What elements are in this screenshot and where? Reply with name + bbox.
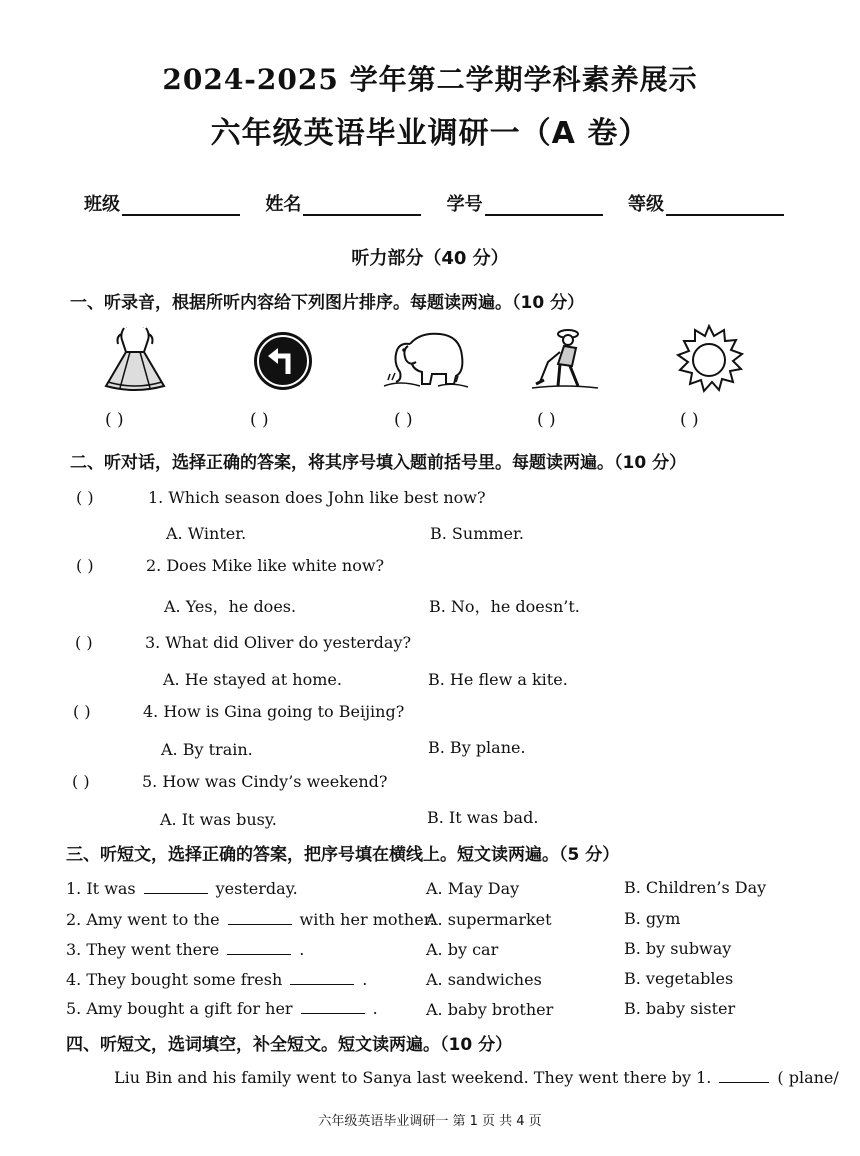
q3-option-a: A. He stayed at home. xyxy=(163,670,342,689)
section2-heading: 二、听对话，选择正确的答案，将其序号填入题前括号里。每题读两遍。（10 分） xyxy=(70,453,687,473)
s3-item3-post: . xyxy=(299,940,305,959)
s3-item2-blank[interactable] xyxy=(228,910,292,925)
s4-passage-hint: ( plane/ xyxy=(777,1068,839,1087)
section3-heading: 三、听短文，选择正确的答案，把序号填在横线上。短文读两遍。（5 分） xyxy=(66,845,620,865)
s3-item1 xyxy=(66,879,298,898)
s4-passage-text: Liu Bin and his family went to Sanya last weekend. They went there by 1. xyxy=(114,1068,712,1087)
s3-item2-option-a: A. supermarket xyxy=(426,910,552,929)
q2-answer-paren[interactable]: ( ) xyxy=(76,556,94,575)
q3-question: 3. What did Oliver do yesterday? xyxy=(145,633,412,652)
s3-item1-blank[interactable] xyxy=(144,879,208,894)
s3-item1-pre: 1. It was xyxy=(66,879,136,898)
name-blank[interactable] xyxy=(303,194,421,216)
student-info-row xyxy=(84,190,784,216)
dress-icon xyxy=(100,324,170,396)
s3-item5-option-a: A. baby brother xyxy=(426,1000,554,1019)
grade-label: 等级 xyxy=(627,194,664,215)
grade-field[interactable] xyxy=(628,190,784,216)
listening-section-title: 听力部分（40 分） xyxy=(351,248,509,269)
picture4-answer-paren[interactable]: ( ) xyxy=(537,410,556,430)
id-field[interactable] xyxy=(447,190,603,216)
q2-question: 2. Does Mike like white now? xyxy=(146,556,385,575)
name-field[interactable] xyxy=(265,190,421,216)
s3-item1-post: yesterday. xyxy=(215,879,298,898)
q3-option-b: B. He flew a kite. xyxy=(428,670,568,689)
s3-item2-option-b: B. gym xyxy=(624,909,681,928)
q2-option-a: A. Yes，he does. xyxy=(164,597,297,616)
q4-answer-paren[interactable]: ( ) xyxy=(73,702,91,721)
class-field[interactable] xyxy=(84,190,240,216)
grade-blank[interactable] xyxy=(666,194,784,216)
s3-item2-post: with her mother. xyxy=(299,910,435,929)
sun-icon xyxy=(674,324,744,394)
s3-item4-blank[interactable] xyxy=(290,970,354,985)
s3-item3-blank[interactable] xyxy=(227,940,291,955)
s4-blank1[interactable] xyxy=(719,1068,769,1083)
exam-title-line2: 六年级英语毕业调研一（A 卷） xyxy=(210,116,650,151)
s3-item5-pre: 5. Amy bought a gift for her xyxy=(66,999,293,1018)
picture2-answer-paren[interactable]: ( ) xyxy=(250,410,269,430)
name-label: 姓名 xyxy=(265,194,302,215)
s3-item3-option-a: A. by car xyxy=(426,940,499,959)
q5-option-b: B. It was bad. xyxy=(427,808,539,827)
s3-item3-pre: 3. They went there xyxy=(66,940,220,959)
q1-option-b: B. Summer. xyxy=(430,524,524,543)
s3-item4-post: . xyxy=(362,970,368,989)
picture1-answer-paren[interactable]: ( ) xyxy=(105,410,124,430)
class-blank[interactable] xyxy=(122,194,240,216)
id-label: 学号 xyxy=(446,194,483,215)
picture5-answer-paren[interactable]: ( ) xyxy=(680,410,699,430)
s3-item4-pre: 4. They bought some fresh xyxy=(66,970,283,989)
exam-title-line1: 2024-2025 学年第二学期学科素养展示 xyxy=(162,63,698,96)
picture3-answer-paren[interactable]: ( ) xyxy=(394,410,413,430)
s4-passage-line xyxy=(114,1068,839,1087)
s3-item5-option-b: B. baby sister xyxy=(624,999,736,1018)
section1-heading: 一、听录音，根据所听内容给下列图片排序。每题读两遍。（10 分） xyxy=(70,293,585,313)
q5-question: 5. How was Cindy’s weekend? xyxy=(142,772,388,791)
section4-heading: 四、听短文，选词填空，补全短文。短文读两遍。（10 分） xyxy=(66,1035,513,1055)
q2-option-b: B. No，he doesn’t. xyxy=(429,597,580,616)
s3-item3 xyxy=(66,940,304,959)
q5-answer-paren[interactable]: ( ) xyxy=(72,772,90,791)
s3-item5 xyxy=(66,999,378,1018)
turn-left-sign-icon xyxy=(252,330,314,392)
s3-item4-option-a: A. sandwiches xyxy=(426,970,542,989)
elephant-icon xyxy=(380,324,470,392)
q1-option-a: A. Winter. xyxy=(166,524,247,543)
q1-question: 1. Which season does John like best now? xyxy=(148,488,486,507)
class-label: 班级 xyxy=(84,194,120,215)
q5-option-a: A. It was busy. xyxy=(160,810,277,829)
q3-answer-paren[interactable]: ( ) xyxy=(75,633,93,652)
s3-item5-blank[interactable] xyxy=(301,999,365,1014)
q1-answer-paren[interactable]: ( ) xyxy=(76,488,94,507)
page-footer: 六年级英语毕业调研一 第 1 页 共 4 页 xyxy=(318,1114,542,1129)
q4-question: 4. How is Gina going to Beijing? xyxy=(143,702,405,721)
s3-item1-option-b: B. Children’s Day xyxy=(624,878,767,897)
s3-item2 xyxy=(66,910,435,929)
id-blank[interactable] xyxy=(485,194,603,216)
s3-item5-post: . xyxy=(372,999,378,1018)
s3-item3-option-b: B. by subway xyxy=(624,939,732,958)
s3-item1-option-a: A. May Day xyxy=(426,879,520,898)
q4-option-b: B. By plane. xyxy=(428,738,526,757)
q4-option-a: A. By train. xyxy=(161,740,253,759)
s3-item2-pre: 2. Amy went to the xyxy=(66,910,220,929)
farmer-digging-icon xyxy=(528,324,600,394)
s3-item4-option-b: B. vegetables xyxy=(624,969,734,988)
s3-item4 xyxy=(66,970,367,989)
